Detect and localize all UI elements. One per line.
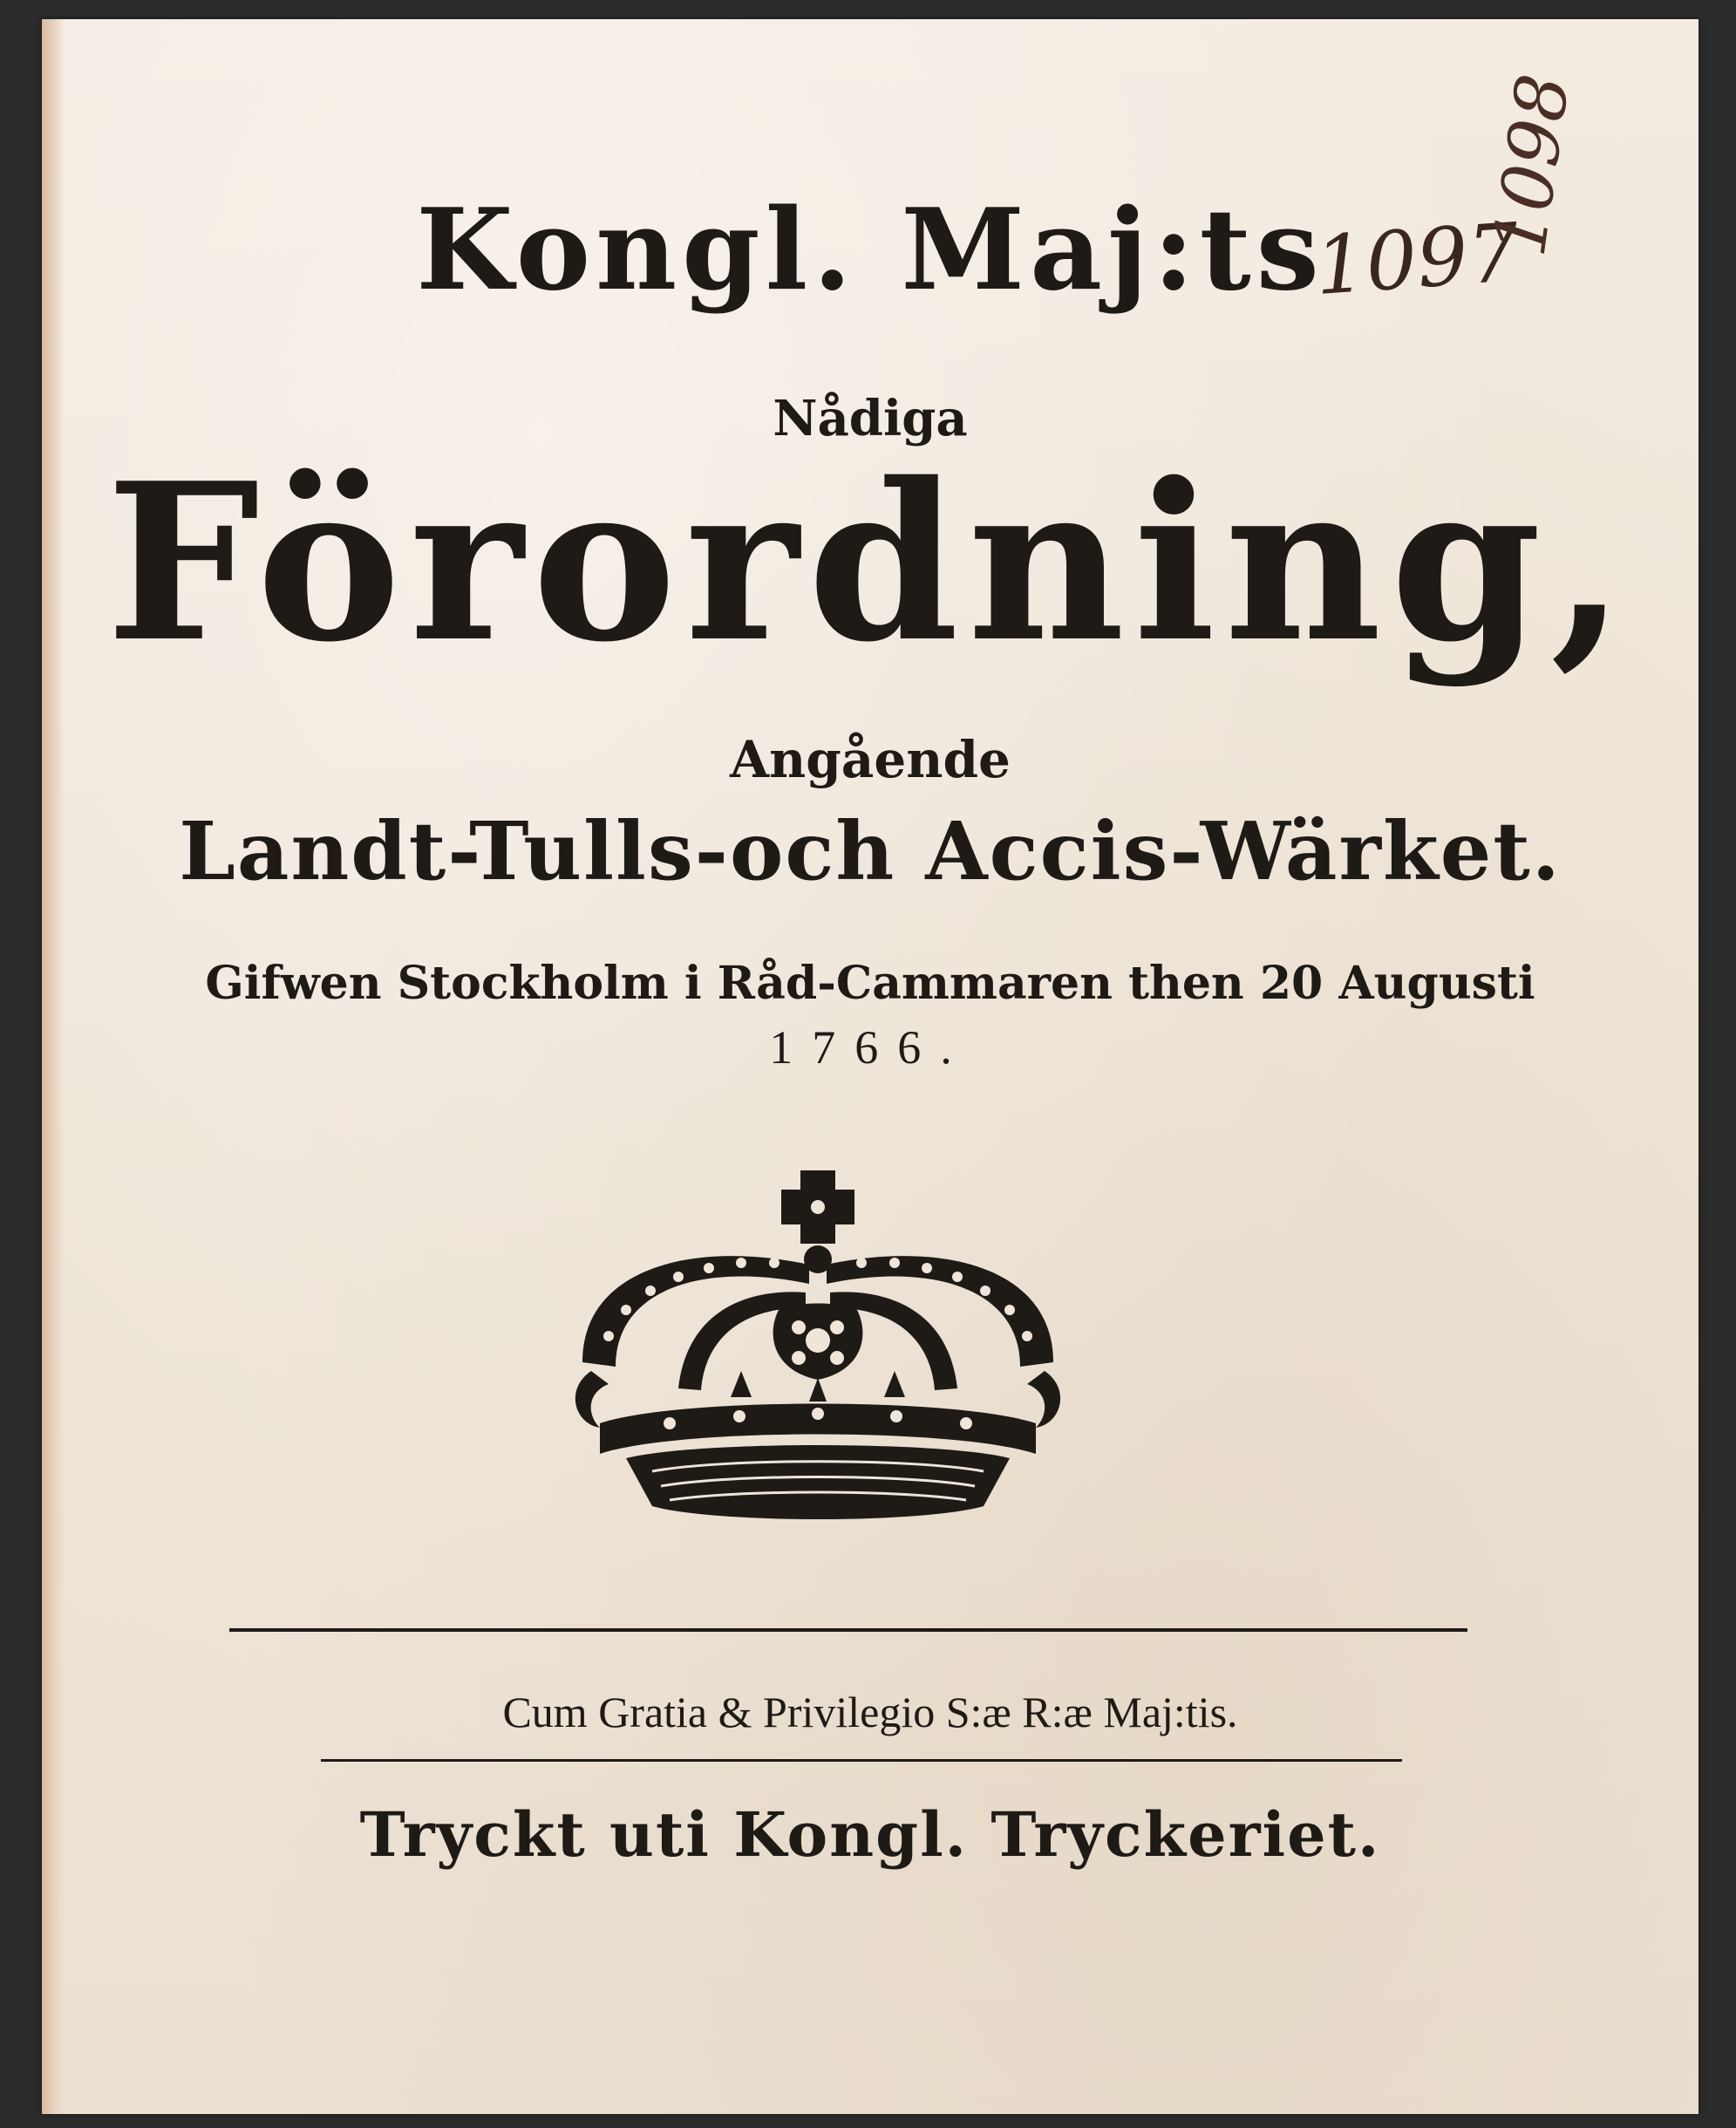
privilege-line: Cum Gratia & Privilegio S:æ R:æ Maj:tis. [502, 1688, 1238, 1736]
printer-line: Tryckt uti Kongl. Tryckeriet. [359, 1798, 1381, 1871]
subject-line: Landt-Tulls-och Accis-Wärket. [179, 804, 1562, 898]
divider-rule-top [229, 1628, 1467, 1632]
paper-sheet [42, 19, 1699, 2114]
title-line-1: Kongl. Maj:ts [416, 185, 1324, 316]
title-line-2: Nådiga [773, 390, 968, 447]
crown-icon [548, 1162, 1088, 1528]
main-title: Förordning, [106, 436, 1635, 690]
divider-rule-bottom [321, 1759, 1402, 1762]
handwritten-margin-note: 1098 [1478, 69, 1586, 262]
handwritten-catalog-number: 1097 [1311, 205, 1522, 314]
title-page [42, 19, 1699, 2114]
subject-intro: Angående [730, 730, 1011, 789]
year-line: 1766. [769, 1021, 971, 1074]
issued-line: Gifwen Stockholm i Råd-Cammaren then 20 Augusti [205, 957, 1535, 1010]
